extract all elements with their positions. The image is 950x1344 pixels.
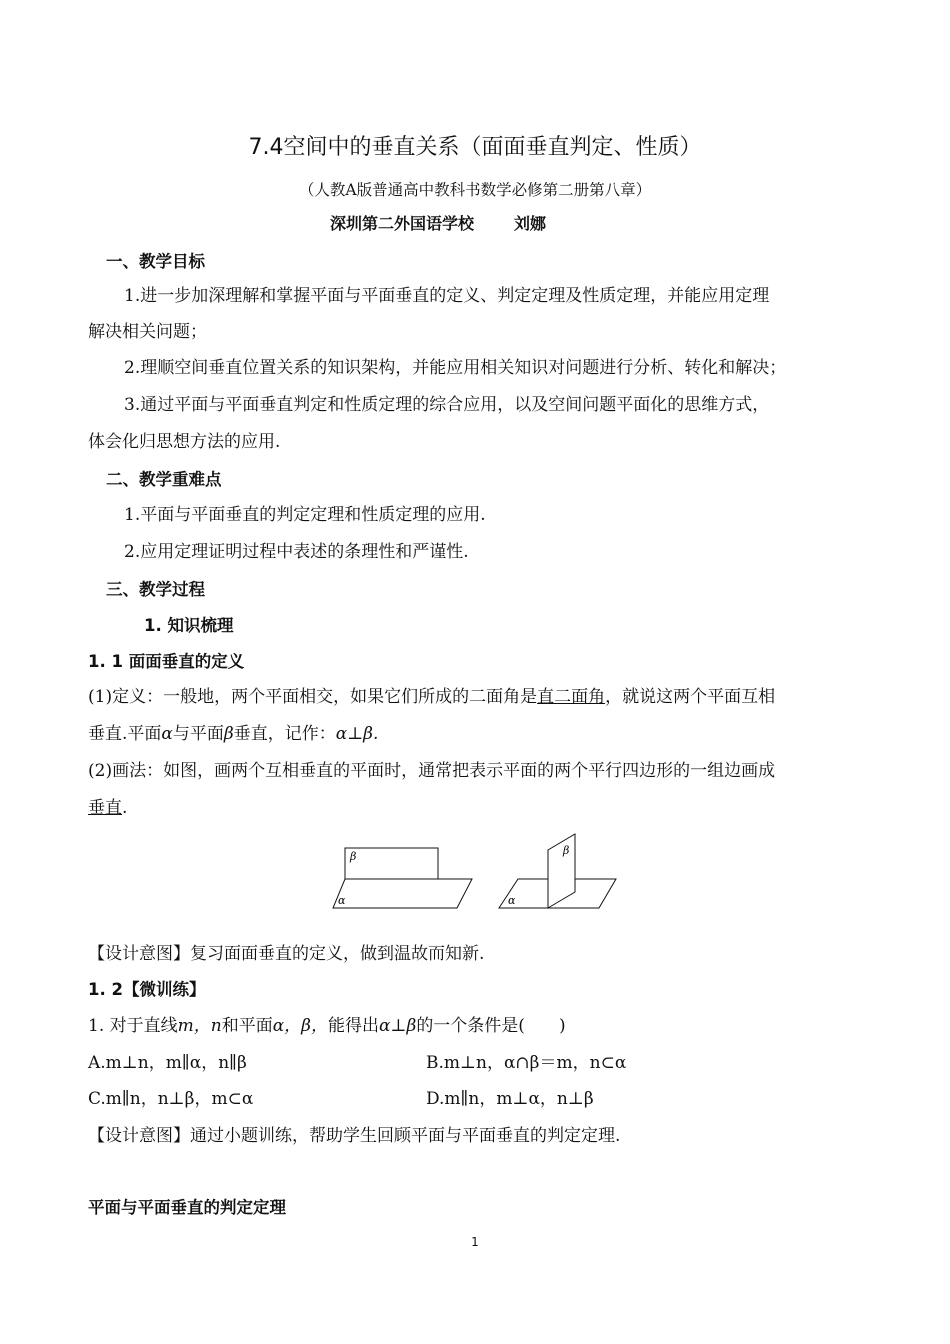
intent-text-2: 通过小题训练，帮助学生回顾平面与平面垂直的判定定理.: [190, 1126, 621, 1146]
goal-3-line-1: 3.通过平面与平面垂直判定和性质定理的综合应用，以及空间问题平面化的思维方式，: [124, 395, 770, 415]
definition-text-pre: (1)定义：一般地，两个平面相交，如果它们所成的二面角是: [88, 687, 538, 707]
perpendicular-notation: α⊥β.: [335, 724, 379, 744]
goal-1-line-1: 1.进一步加深理解和掌握平面与平面垂直的定义、判定定理及性质定理，并能应用定理: [124, 286, 770, 306]
plane-beta-1: [345, 848, 438, 879]
definition-heading: 1. 1 面面垂直的定义: [88, 652, 245, 671]
key-1: 1.平面与平面垂直的判定定理和性质定理的应用.: [124, 505, 486, 525]
stem-a: 1. 对于直线: [88, 1016, 178, 1036]
micro-training-heading: 1. 2【微训练】: [88, 980, 206, 999]
page-title: 7.4空间中的垂直关系（面面垂直判定、性质）: [248, 135, 702, 160]
alpha-label-1: α: [338, 894, 346, 907]
intent-label-2: 【设计意图】: [88, 1126, 190, 1146]
goal-1-line-2: 解决相关问题；: [88, 322, 207, 342]
author-line: [330, 212, 586, 236]
plane-alpha-1: [333, 879, 472, 908]
key-heading: 二、教学重难点: [106, 470, 222, 489]
intent-text: 复习面面垂直的定义，做到温故而知新.: [190, 944, 485, 964]
goal-2: 2.理顺空间垂直位置关系的知识架构，并能应用相关知识对问题进行分析、转化和解决；: [124, 358, 787, 378]
stem-g: 的一个条件是( ): [416, 1016, 566, 1036]
definition-text-a: 垂直.平面: [88, 724, 162, 744]
beta-label-1: β: [350, 850, 357, 863]
alpha-symbol: α: [161, 724, 173, 744]
option-b: B.m⊥n，α∩β＝m，n⊂α: [426, 1053, 627, 1073]
beta-label-2: β: [563, 844, 570, 857]
definition-text-b: 与平面: [172, 724, 224, 744]
stem-lines: m，n: [177, 1016, 222, 1036]
perpendicular-term: 垂直: [88, 798, 122, 818]
key-2: 2.应用定理证明过程中表述的条理性和严谨性.: [124, 542, 469, 562]
option-a: A.m⊥n，m∥α，n∥β: [88, 1053, 247, 1073]
stem-relation: α⊥β: [379, 1016, 417, 1036]
goal-3-line-2: 体会化归思想方法的应用.: [88, 432, 281, 452]
plane-beta-2: [548, 834, 575, 908]
intent-label: 【设计意图】: [88, 944, 190, 964]
question-stem: [88, 1014, 566, 1038]
design-intent-2: [88, 1124, 620, 1148]
drawing-line-2: [88, 796, 127, 820]
definition-text-c: 垂直，记作：: [233, 724, 336, 744]
author-name: 刘娜: [514, 214, 547, 233]
perpendicular-planes-figure: [325, 832, 625, 914]
knowledge-heading: 1. 知识梳理: [144, 616, 234, 635]
drawing-period: .: [122, 798, 128, 818]
option-d: D.m∥n，m⊥α，n⊥β: [426, 1089, 594, 1109]
goals-heading: 一、教学目标: [106, 252, 205, 271]
alpha-label-2: α: [508, 894, 516, 907]
stem-planes: α，β，: [272, 1016, 329, 1036]
school-name: 深圳第二外国语学校: [330, 214, 475, 233]
option-c: C.m∥n，n⊥β，m⊂α: [88, 1089, 254, 1109]
right-dihedral-angle: 直二面角: [537, 687, 606, 707]
definition-text-post: ，就说这两个平面互相: [605, 687, 776, 707]
definition-line-1: [88, 685, 775, 709]
definition-line-2: [88, 722, 378, 746]
theorem-heading: 平面与平面垂直的判定定理: [88, 1198, 286, 1217]
design-intent-1: [88, 942, 484, 966]
beta-symbol: β: [223, 724, 234, 744]
stem-c: 和平面: [221, 1016, 273, 1036]
page-number: 1: [471, 1235, 479, 1249]
process-heading: 三、教学过程: [106, 580, 205, 599]
page-subtitle: （人教A版普通高中教科书数学必修第二册第八章）: [298, 181, 652, 199]
drawing-line-1: (2)画法：如图，画两个互相垂直的平面时，通常把表示平面的两个平行四边形的一组边画成: [88, 761, 776, 781]
stem-e: 能得出: [328, 1016, 380, 1036]
